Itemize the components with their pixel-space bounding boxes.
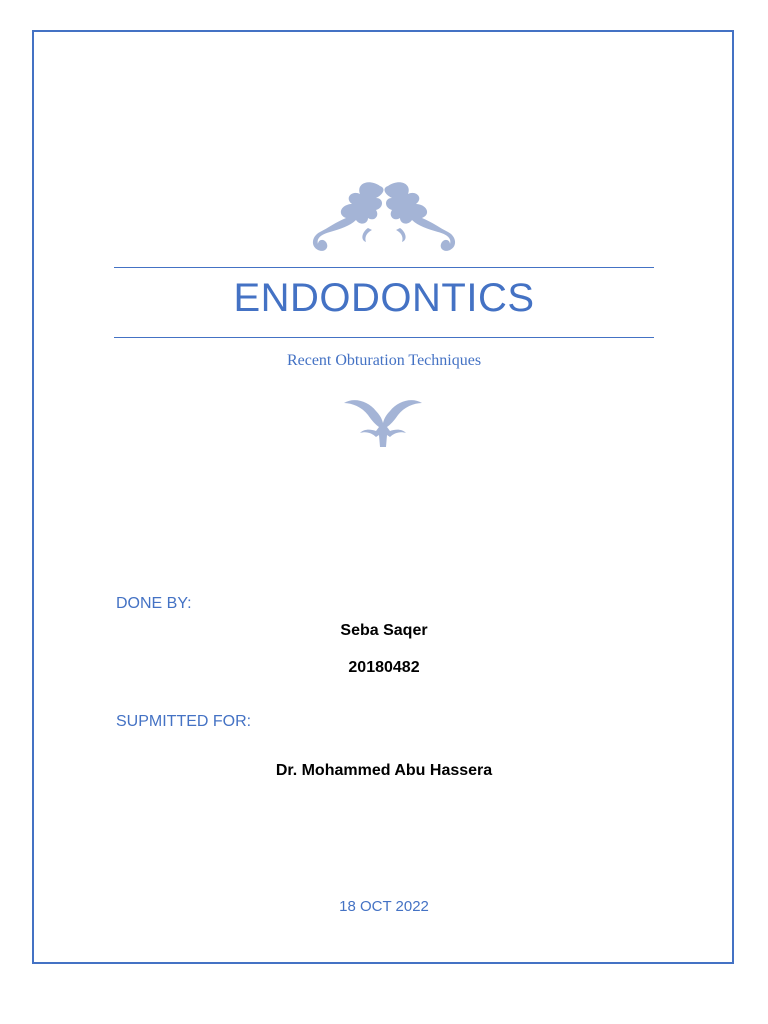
doctor-name: Dr. Mohammed Abu Hassera [275,762,493,779]
student-name: Seba Saqer [340,622,428,639]
fleuron-icon [340,397,426,449]
document-title: ENDODONTICS [233,276,535,320]
submitted-for-label: SUPMITTED FOR: [116,713,252,730]
document-date: 18 OCT 2022 [339,898,429,915]
done-by-label: DONE BY: [116,595,192,612]
title-rule-top [114,267,654,268]
title-rule-bottom [114,337,654,338]
document-subtitle: Recent Obturation Techniques [286,352,482,369]
student-id: 20180482 [348,659,420,676]
floral-scroll-icon [306,176,462,256]
page-border [32,30,734,964]
